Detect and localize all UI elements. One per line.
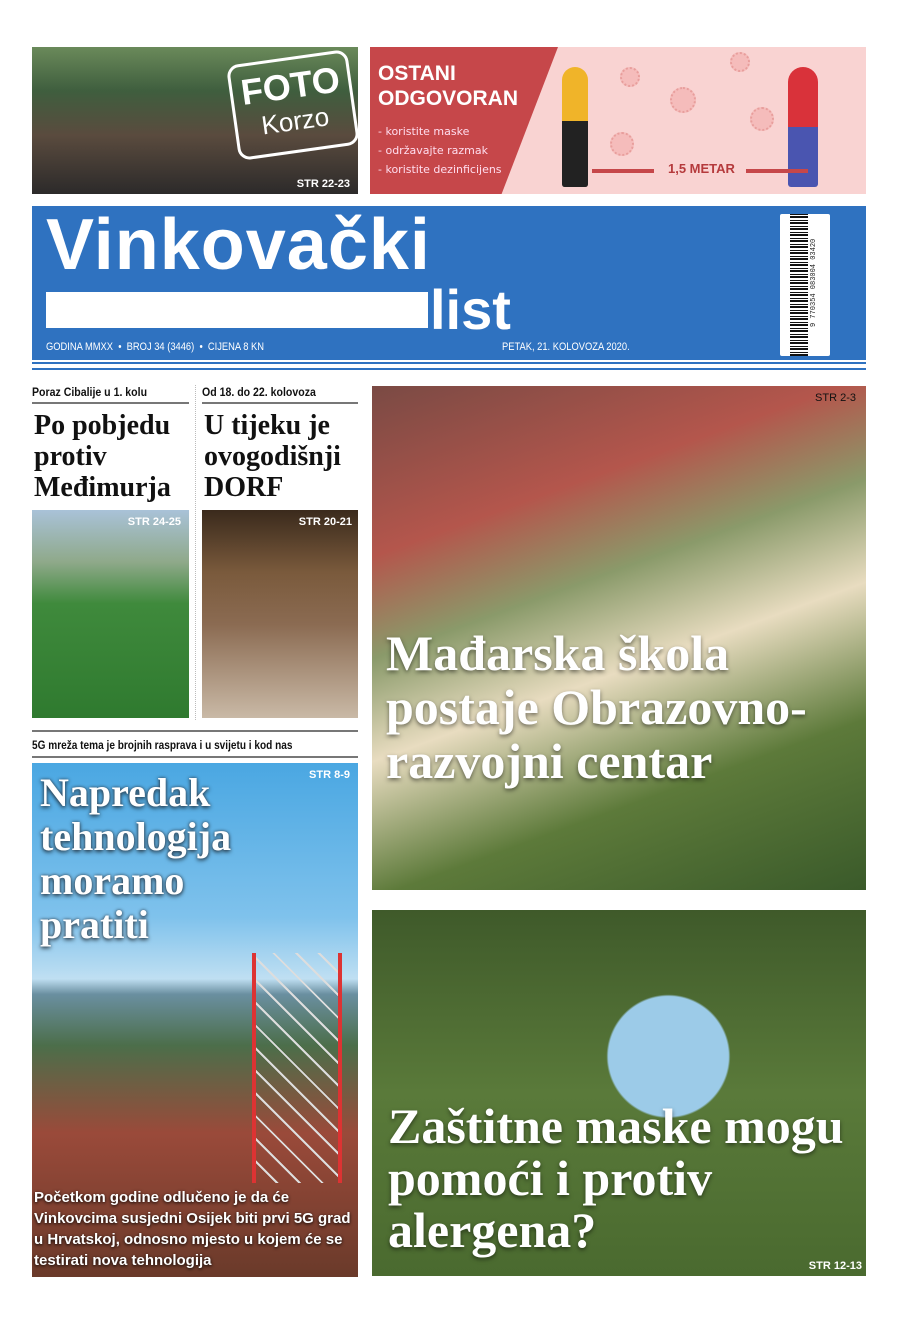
kicker-rule — [32, 756, 358, 758]
virus-icon — [670, 87, 696, 113]
logo-title: Vinkovački — [46, 205, 431, 285]
foto-korzo-badge — [226, 49, 360, 161]
story-headline: Zaštitne maske mogu pomoći i protiv alergena? — [388, 1098, 844, 1258]
page-ref: STR 24-25 — [127, 516, 181, 528]
story-headline[interactable]: Po pobjedu protiv Međimurja — [34, 410, 171, 503]
story-headline: Napredak tehnologija moramo pratiti — [40, 770, 232, 947]
kicker-rule — [202, 402, 358, 404]
face-mask-photo[interactable] — [372, 910, 866, 1276]
football-photo[interactable] — [32, 510, 189, 718]
section-rule — [32, 730, 358, 732]
issue-info: GODINA MMXX • BROJ 34 (3446) • CIJENA 8 KN — [46, 341, 265, 353]
covid-ad-banner[interactable] — [370, 47, 866, 194]
barcode-digits: 9 770354 083004 03420 — [810, 238, 818, 328]
ad-item: - koristite dezinficijens — [378, 163, 502, 176]
logo-subtitle: list — [430, 278, 511, 341]
page-ref: STR 2-3 — [815, 392, 856, 404]
korzo-photo-promo[interactable] — [32, 47, 358, 194]
virus-icon — [620, 67, 640, 87]
woman-illustration — [562, 67, 588, 187]
5g-tower-photo[interactable] — [32, 763, 358, 1277]
barcode — [780, 214, 830, 356]
logo-bar — [46, 292, 428, 328]
ad-item: - održavajte razmak — [378, 144, 488, 157]
page-ref: STR 20-21 — [298, 516, 352, 528]
page-ref: STR 12-13 — [808, 1260, 862, 1272]
story-kicker: 5G mreža tema je brojnih rasprava i u svijetu i kod nas — [32, 738, 293, 752]
story-kicker: Od 18. do 22. kolovoza — [202, 385, 316, 399]
ad-title-line: OSTANI — [378, 62, 456, 85]
arrow-left-icon — [592, 169, 654, 173]
story-headline[interactable]: U tijeku je ovogodišnji DORF — [204, 410, 341, 503]
column-divider — [195, 385, 196, 720]
price: CIJENA 8 KN — [207, 341, 265, 353]
story-headline: Mađarska škola postaje Obrazovno-razvojni centar — [386, 625, 807, 789]
tower-illustration — [252, 953, 342, 1183]
virus-icon — [730, 52, 750, 72]
ad-title-line: ODGOVORAN — [378, 87, 519, 110]
story-kicker: Poraz Cibalije u 1. kolu — [32, 385, 148, 399]
dorf-photo[interactable] — [202, 510, 358, 718]
distance-label: 1,5 METAR — [668, 161, 735, 176]
ad-item: - koristite maske — [378, 125, 470, 138]
virus-icon — [610, 132, 634, 156]
kicker-rule — [32, 402, 189, 404]
masthead-rule — [32, 362, 866, 370]
ad-title — [378, 61, 518, 111]
masthead — [32, 206, 866, 360]
page-ref: STR 22-23 — [296, 178, 350, 190]
year: GODINA MMXX — [46, 341, 114, 353]
page-ref: STR 8-9 — [309, 769, 350, 781]
issue-date: PETAK, 21. KOLOVOZA 2020. — [502, 341, 630, 353]
issue-number: BROJ 34 (3446) — [126, 341, 195, 353]
arrow-right-icon — [746, 169, 808, 173]
story-caption: Početkom godine odlučeno je da će Vinkovcima susjedni Osijek biti prvi 5G grad u Hrvatskoj, odnosno mjesto u kojem će se testirati nova tehnologija — [34, 1189, 351, 1269]
badge-foto: FOTO — [238, 58, 343, 113]
badge-korzo: Korzo — [259, 101, 331, 141]
virus-icon — [750, 107, 774, 131]
school-aerial-photo[interactable] — [372, 386, 866, 890]
